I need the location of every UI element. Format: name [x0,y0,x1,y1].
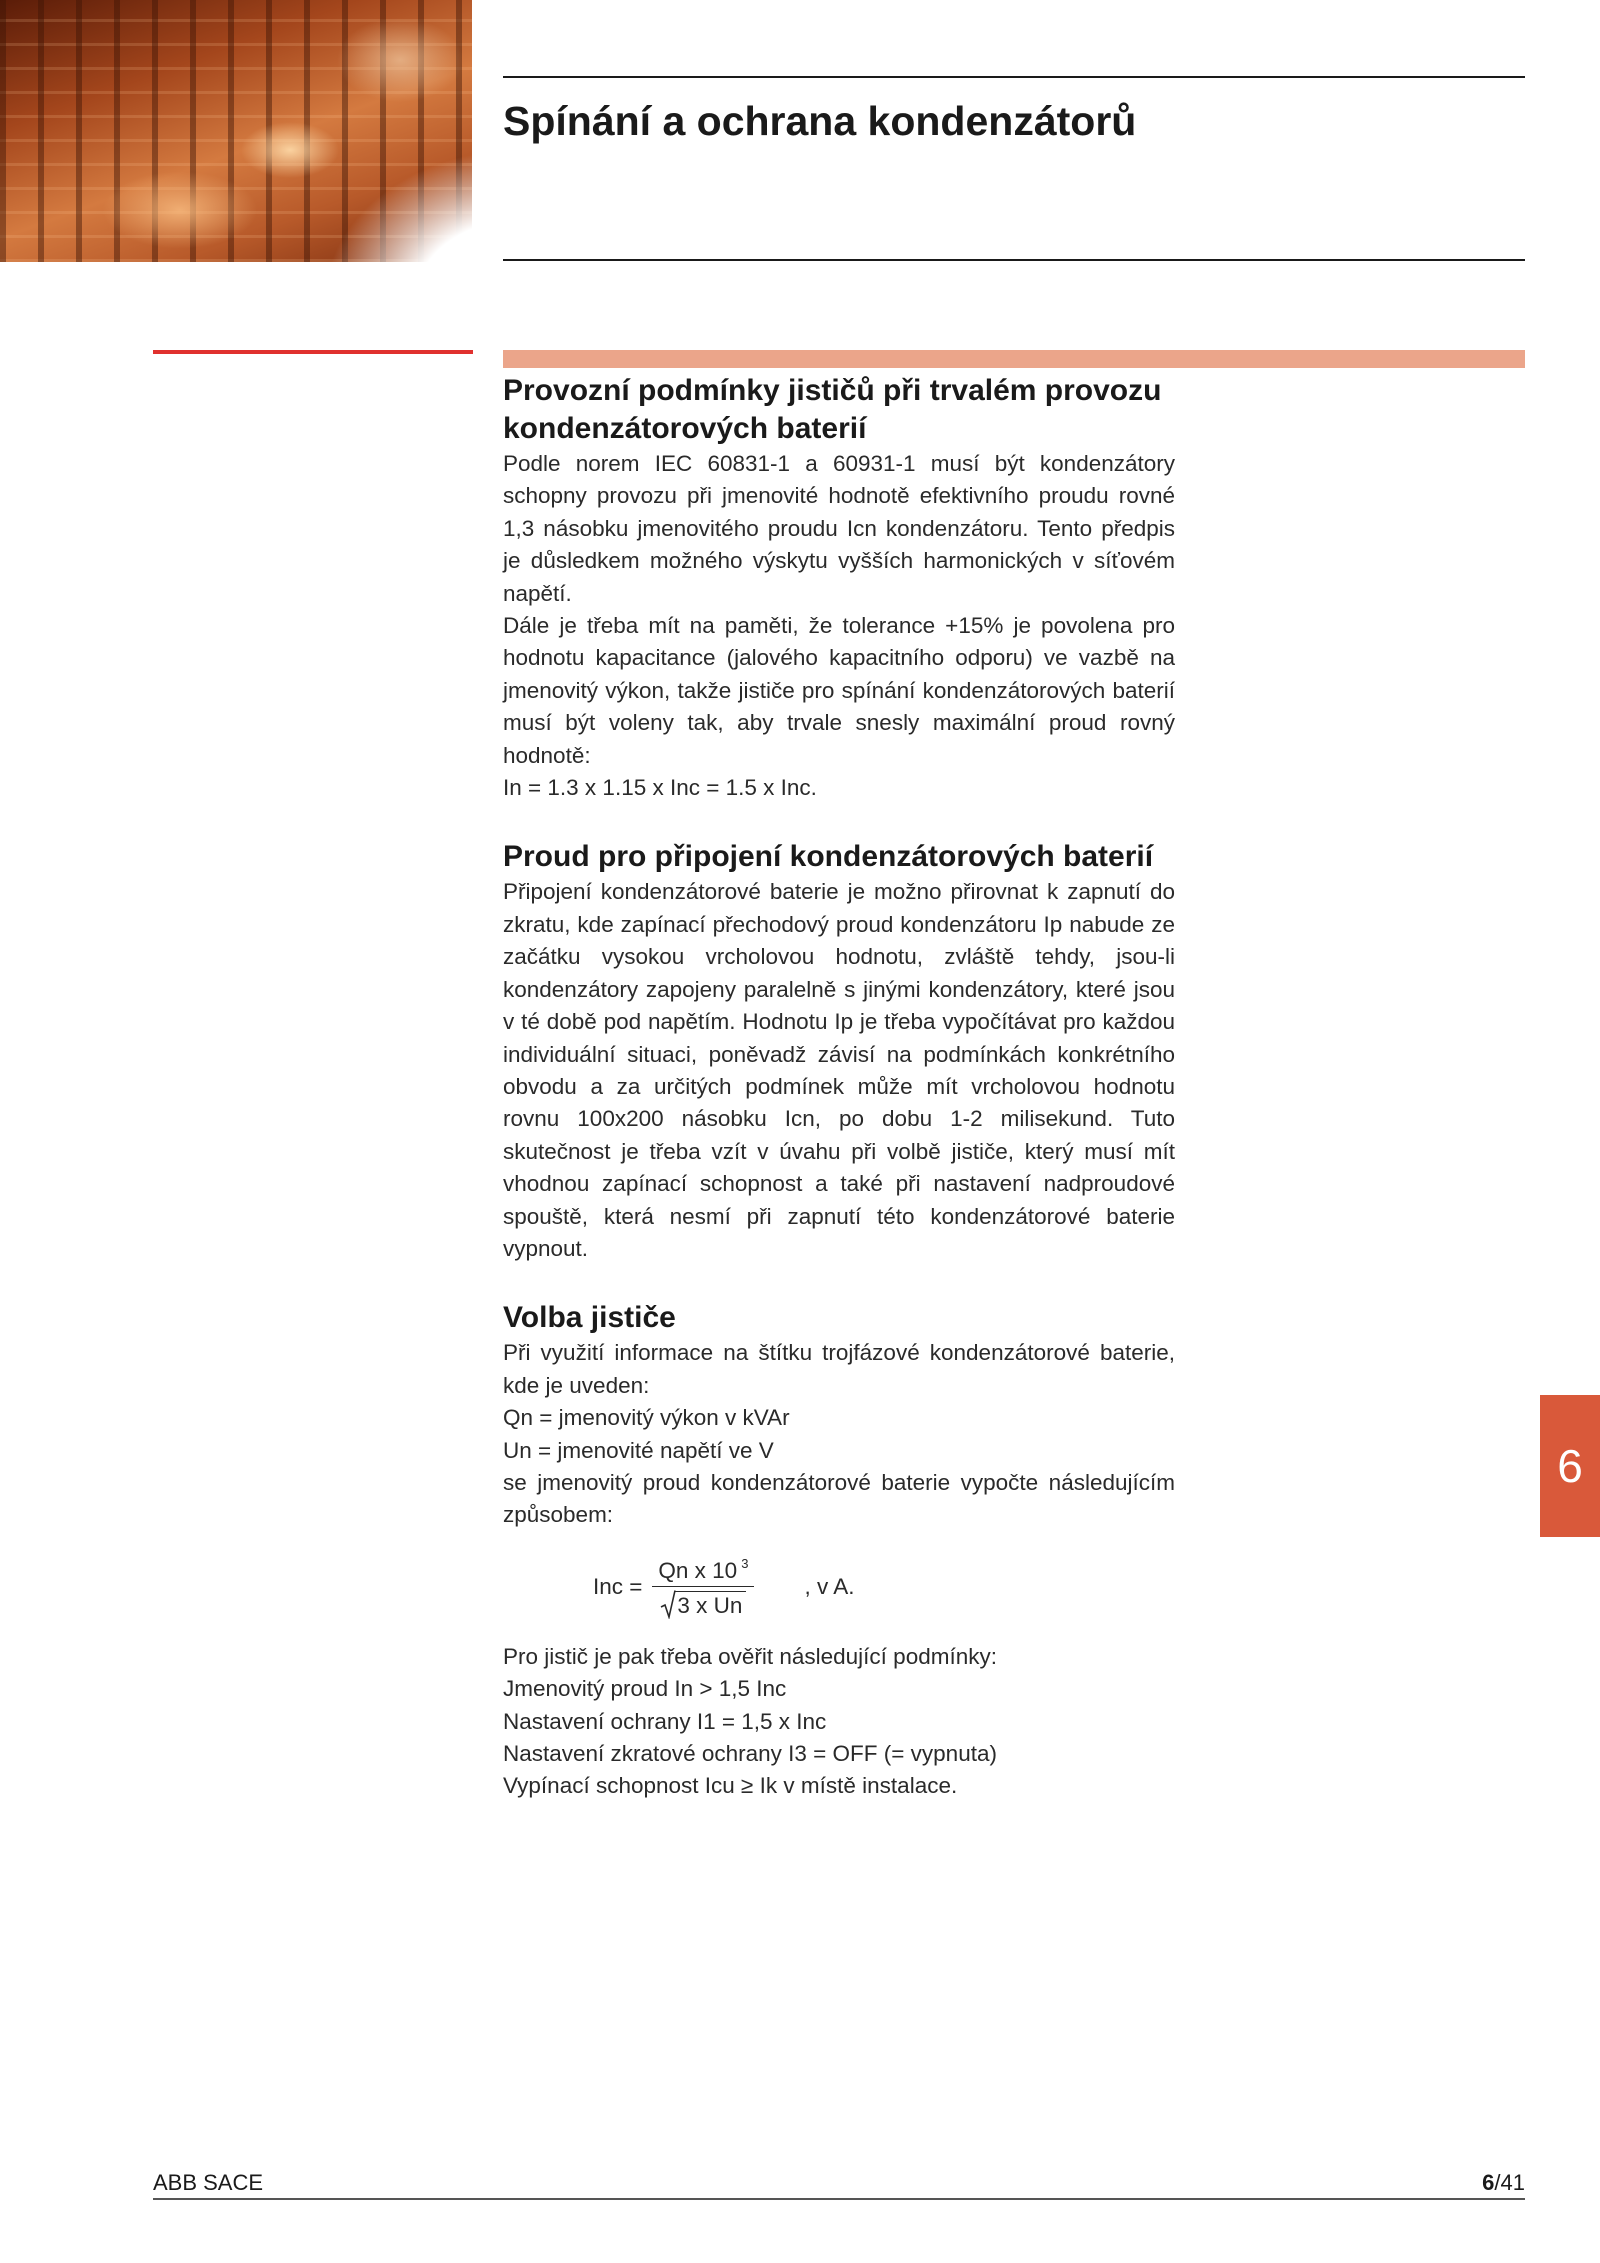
red-accent-line [153,350,473,354]
paragraph: se jmenovitý proud kondenzátorové baterie vypočte následujícím způsobem: [503,1469,1175,1528]
section-bar [503,350,1525,368]
formula-lhs: Inc = [593,1574,643,1600]
page-title: Spínání a ochrana kondenzátorů [503,98,1137,144]
formula-numerator: Qn x 10 $^3$ [652,1556,754,1587]
section-heading-inrush-current: Proud pro připojení kondenzátorových baterií [503,840,1154,874]
title-bottom-rule [503,259,1525,261]
condition-item: Vypínací schopnost Icu ≥ Ik v místě instalace. [503,1773,958,1799]
formula-unit: , v A. [804,1574,855,1600]
condition-item: Nastavení ochrany I1 = 1,5 x Inc [503,1708,827,1734]
formula-fraction [652,1556,754,1619]
section-heading-breaker-selection: Volba jističe [503,1301,676,1335]
main-content [503,372,1175,1803]
paragraph: Podle norem IEC 60831-1 a 60931-1 musí být kondenzátory schopny provozu při jmenovité hodnotě efektivního proudu rovné 1,3 násobku jmenovitého proudu Icn kondenzátoru. Tento předpis je důsledkem možného výskytu vyšších harmonických v síťovém napětí. [503,451,1175,606]
definition-line: Un = jmenovité napětí ve V [503,1437,774,1463]
formula-line: In = 1.3 x 1.15 x Inc = 1.5 x Inc. [503,775,817,801]
paragraph: Připojení kondenzátorové baterie je možno přirovnat k zapnutí do zkratu, kde zapínací přechodový proud kondenzátoru Ip nabude ze začátku vysokou vrcholovou hodnotu, zvláště tehdy, jsou-li kondenzátory zapojeny paralelně s jinými kondenzátory, které jsou v té době pod napětím. Hodnotu Ip je třeba vypočítávat pro každou individuální situaci, poněvadž závisí na podmínkách konkrétního obvodu a za určitých podmínek může mít vrcholovou hodnotu rovnu 100x200 násobku Icn, po dobu 1-2 milisekund. Tuto skutečnost je třeba vzít v úvahu při volbě jističe, který musí mít vhodnou zapínací schopnost a také při nastavení nadproudové spouště, která nesmí při zapnutí této kondenzátorové baterie vypnout. [503,879,1175,1261]
formula-exponent: 3 [741,1555,749,1571]
square-root-icon [660,1589,676,1619]
inc-formula [593,1556,1175,1619]
condition-item: Jmenovitý proud In > 1,5 Inc [503,1676,787,1702]
definition-line: Qn = jmenovitý výkon v kVAr [503,1405,790,1431]
footer-company: ABB SACE [153,2170,264,2195]
footer-rule [153,2198,1525,2200]
header-photo [0,0,472,262]
conditions-intro: Pro jistič je pak třeba ověřit následující podmínky: [503,1643,997,1669]
chapter-tab: 6 [1540,1395,1600,1537]
section-heading-operating-conditions: Provozní podmínky jističů při trvalém provozu kondenzátorových baterií [503,374,1162,445]
condition-item: Nastavení zkratové ochrany I3 = OFF (= vypnuta) [503,1741,997,1766]
page-number: 6/41 [1482,2170,1525,2195]
formula-denominator: 3 x Un [660,1587,746,1619]
title-top-rule [503,76,1525,78]
paragraph: Při využití informace na štítku trojfázové kondenzátorové baterie, kde je uveden: [503,1340,1175,1398]
paragraph: Dále je třeba mít na paměti, že tolerance +15% je povolena pro hodnotu kapacitance (jalového kapacitního odporu) ve vazbě na jmenovitý výkon, takže jističe pro spínání kondenzátorových baterií musí být voleny tak, aby trvale snesly maximální proud rovný hodnotě: [503,613,1175,768]
